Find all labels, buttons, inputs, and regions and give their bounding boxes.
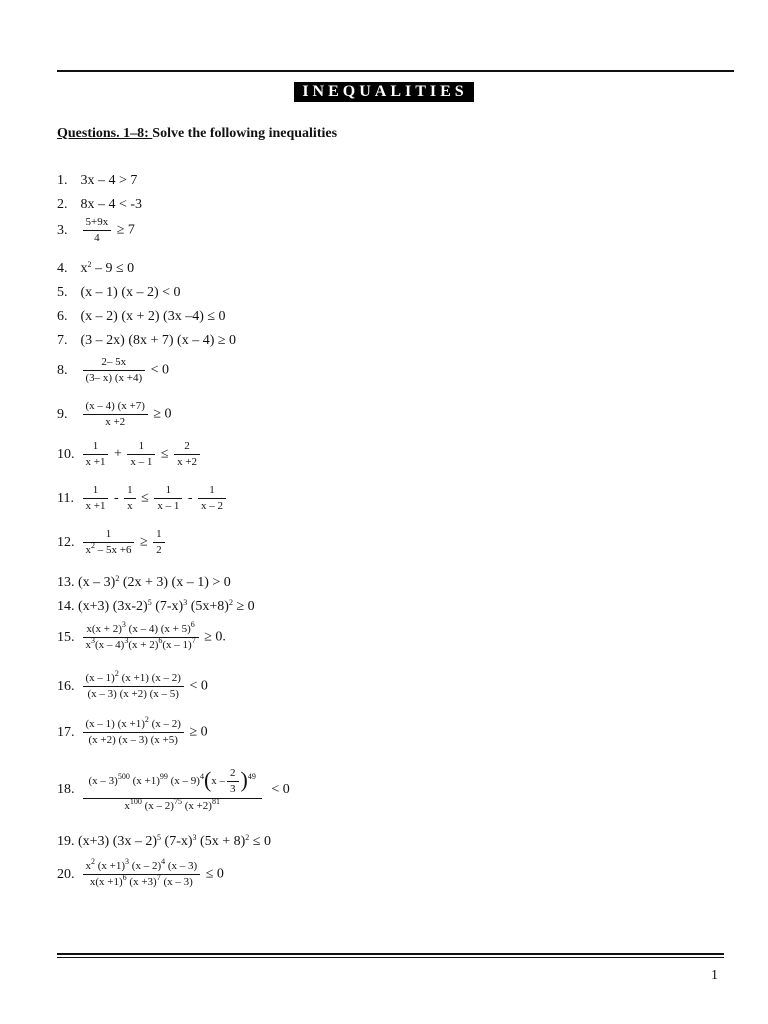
question-number: 19.: [57, 834, 75, 849]
expression-part: ≤ 0: [249, 834, 271, 849]
factor: x –: [211, 775, 226, 788]
exponent: 2: [245, 833, 250, 842]
exponent: 3: [121, 620, 126, 629]
denominator: x – 2: [201, 500, 223, 512]
denominator: x +2: [105, 416, 126, 428]
factor: (x – 1): [85, 672, 115, 684]
fraction: [83, 715, 184, 747]
factor: (x – 1) (x +1): [85, 718, 145, 730]
question-number: 3.: [57, 222, 68, 238]
numerator: 1: [83, 528, 135, 543]
exponent: 3: [124, 636, 129, 645]
denominator: (x +2) (x – 3) (x +5): [88, 734, 178, 746]
denominator: x – 1: [157, 500, 180, 512]
expression-part: (x – 3): [74, 575, 116, 590]
numerator: 1: [153, 528, 165, 543]
question-7: [57, 333, 236, 349]
question-expression: (x – 2) (x + 2) (3x –4) ≤ 0: [80, 309, 226, 324]
factor: (x +1) (x – 2): [118, 672, 181, 684]
relation: ≤ 0: [205, 866, 224, 882]
exponent: 6: [158, 636, 163, 645]
numerator: 2: [174, 440, 200, 455]
exponent: 500: [117, 772, 130, 782]
left-paren: (: [203, 767, 212, 793]
question-10: [57, 440, 202, 469]
right-paren: ): [240, 767, 248, 793]
numerator: 2: [227, 767, 239, 782]
exponent: 2: [91, 857, 95, 866]
expression-part: ≥ 0: [232, 599, 255, 614]
denominator: 2: [156, 544, 162, 556]
question-number: 16.: [57, 678, 75, 694]
exponent: 81: [211, 797, 220, 806]
exponent: 3: [125, 857, 130, 866]
relation: < 0: [271, 782, 290, 798]
question-3: [57, 216, 135, 245]
exponent: 4: [161, 857, 166, 866]
exponent: 3: [91, 636, 95, 645]
question-2: [57, 197, 142, 213]
factor: x(x + 2): [86, 623, 122, 635]
title-block: [0, 82, 768, 102]
numerator: 5+9x: [83, 216, 112, 231]
exponent: 2: [114, 669, 119, 678]
question-number: 9.: [57, 406, 68, 422]
denominator: [83, 799, 262, 813]
exponent: 3: [183, 598, 188, 607]
numerator: [83, 767, 262, 799]
fraction: [83, 528, 135, 557]
question-14: [57, 599, 255, 615]
denominator: [83, 543, 135, 557]
question-9: [57, 400, 172, 429]
fraction: [127, 440, 155, 469]
exponent: 3: [192, 833, 197, 842]
factor: x: [85, 860, 91, 872]
question-number: 18.: [57, 782, 75, 798]
question-number: 2.: [57, 197, 68, 212]
question-expression: (3 – 2x) (8x + 7) (x – 4) ≥ 0: [80, 333, 237, 348]
question-15: [57, 620, 226, 652]
fraction: [83, 767, 262, 813]
numerator: 1: [127, 440, 155, 455]
numerator: 1: [154, 484, 182, 499]
factor: (x – 3): [88, 775, 118, 788]
denominator: [83, 638, 199, 652]
exponent: 99: [159, 772, 168, 782]
inner-fraction: [227, 767, 239, 796]
denominator: (x – 3) (x +2) (x – 5): [87, 688, 179, 700]
exponent: 2: [144, 715, 149, 724]
heading-text: Solve the following inequalities: [152, 126, 338, 141]
question-6: [57, 309, 226, 325]
footer-rule: [57, 953, 724, 955]
expression-part: (x+3) (3x – 2): [74, 834, 158, 849]
question-number: 17.: [57, 724, 75, 740]
operator: ≤: [141, 490, 149, 506]
denominator: 4: [94, 232, 100, 244]
question-number: 8.: [57, 362, 68, 378]
fraction: [83, 669, 184, 701]
numerator: 1: [83, 440, 109, 455]
question-number: 6.: [57, 309, 68, 324]
factor: (x +2): [181, 800, 212, 812]
question-20: [57, 857, 224, 889]
exponent: 100: [129, 797, 142, 806]
relation: ≥ 0: [153, 406, 172, 422]
numerator: (x – 4) (x +7): [83, 400, 148, 415]
exponent: 7: [191, 636, 196, 645]
denominator: x +1: [85, 456, 106, 468]
numerator: 1: [198, 484, 226, 499]
factor: x: [124, 800, 130, 812]
operator: -: [187, 490, 193, 506]
factor: (x +1): [95, 860, 126, 872]
denominator: x: [127, 500, 133, 512]
expression-part: (5x + 8): [196, 834, 246, 849]
denominator: x +1: [85, 500, 106, 512]
question-number: 15.: [57, 629, 75, 645]
fraction: [83, 400, 148, 429]
section-heading: [57, 126, 337, 142]
fraction: [83, 440, 109, 469]
operator: ≥: [139, 534, 148, 550]
factor: (x – 4) (x + 5): [125, 623, 191, 635]
fraction: [83, 216, 112, 245]
question-number: 5.: [57, 285, 68, 300]
relation: < 0: [189, 678, 208, 694]
fraction: [83, 620, 199, 652]
numerator: 1: [124, 484, 136, 499]
question-1: [57, 173, 137, 189]
question-number: 4.: [57, 261, 68, 276]
numerator: [83, 715, 184, 733]
question-number: 20.: [57, 866, 75, 882]
question-16: [57, 669, 208, 701]
question-number: 11.: [57, 490, 74, 506]
numerator: [83, 620, 199, 638]
factor: (x + 2): [128, 639, 159, 651]
factor: (x +1): [132, 775, 160, 788]
question-4: [57, 261, 134, 277]
numerator: [83, 857, 201, 875]
question-17: [57, 715, 208, 747]
question-11: [57, 484, 228, 513]
question-8: [57, 356, 169, 385]
numerator: 2– 5x: [83, 356, 146, 371]
relation: ≥ 0: [189, 724, 208, 740]
page-number: 1: [711, 968, 718, 983]
question-number: 7.: [57, 333, 68, 348]
fraction: [198, 484, 226, 513]
fraction: [124, 484, 136, 513]
factor: (x – 9): [170, 775, 200, 788]
fraction: [83, 857, 201, 889]
top-rule: [57, 70, 734, 72]
question-18: [57, 767, 290, 813]
factor: (x +3): [126, 876, 157, 888]
exponent: 4: [199, 772, 204, 782]
exponent: 2: [228, 598, 233, 607]
expression-part: (2x + 3) (x – 1) > 0: [119, 575, 231, 590]
expression-part: (7-x): [161, 834, 193, 849]
exponent: 5: [157, 833, 162, 842]
footer-rule-thin: [57, 957, 724, 958]
question-13: [57, 575, 231, 591]
factor: x: [85, 639, 91, 651]
base: x: [80, 261, 88, 276]
exponent: 2: [91, 541, 95, 550]
factor: (x – 1): [162, 639, 192, 651]
operator: -: [113, 490, 119, 506]
expression-part: (5x+8): [187, 599, 229, 614]
operator: ≤: [160, 446, 169, 462]
relation: ≥ 7: [116, 222, 135, 238]
question-5: [57, 285, 181, 301]
exponent: 5: [147, 598, 152, 607]
question-number: 1.: [57, 173, 68, 188]
question-expression: – 9 ≤ 0: [91, 261, 135, 276]
exponent: 75: [173, 797, 182, 806]
factor: (x – 2): [148, 718, 181, 730]
fraction: [154, 484, 182, 513]
question-number: 12.: [57, 534, 75, 550]
denominator-rest: – 5x +6: [95, 544, 132, 556]
fraction: [83, 484, 109, 513]
numerator: 1: [83, 484, 109, 499]
question-expression: 8x – 4 < -3: [80, 197, 143, 212]
exponent: 2: [87, 260, 92, 269]
question-number: 10.: [57, 446, 75, 462]
question-expression: 3x – 4 > 7: [80, 173, 138, 188]
question-number: 13.: [57, 575, 75, 590]
fraction: [174, 440, 200, 469]
exponent: 2: [115, 574, 120, 583]
fraction: [153, 528, 165, 557]
relation: ≥ 0.: [204, 629, 226, 645]
denominator: (3– x) (x +4): [85, 372, 143, 384]
factor: x(x +1): [89, 876, 123, 888]
question-expression: (x – 1) (x – 2) < 0: [80, 285, 181, 300]
question-number: 14.: [57, 599, 75, 614]
denominator: 3: [230, 783, 236, 795]
factor: (x – 3): [165, 860, 198, 872]
page-title: INEQUALITIES: [294, 82, 473, 102]
relation: < 0: [150, 362, 170, 378]
operator: +: [113, 446, 122, 462]
denominator: [83, 875, 201, 889]
denominator: x – 1: [130, 456, 153, 468]
factor: (x – 4): [95, 639, 125, 651]
exponent: 6: [190, 620, 195, 629]
factor: (x – 2): [129, 860, 162, 872]
factor: (x – 2): [141, 800, 174, 812]
question-19: [57, 834, 271, 850]
denominator-base: x: [85, 544, 91, 556]
exponent: 7: [156, 873, 161, 882]
expression-part: (7-x): [151, 599, 184, 614]
question-12: [57, 528, 167, 557]
denominator: x +2: [177, 456, 198, 468]
numerator: [83, 669, 184, 687]
heading-prefix: Questions. 1–8:: [57, 126, 153, 141]
exponent: 49: [247, 772, 256, 782]
expression-part: (x+3) (3x-2): [74, 599, 148, 614]
exponent: 6: [122, 873, 127, 882]
fraction: [83, 356, 146, 385]
factor: (x – 3): [160, 876, 193, 888]
